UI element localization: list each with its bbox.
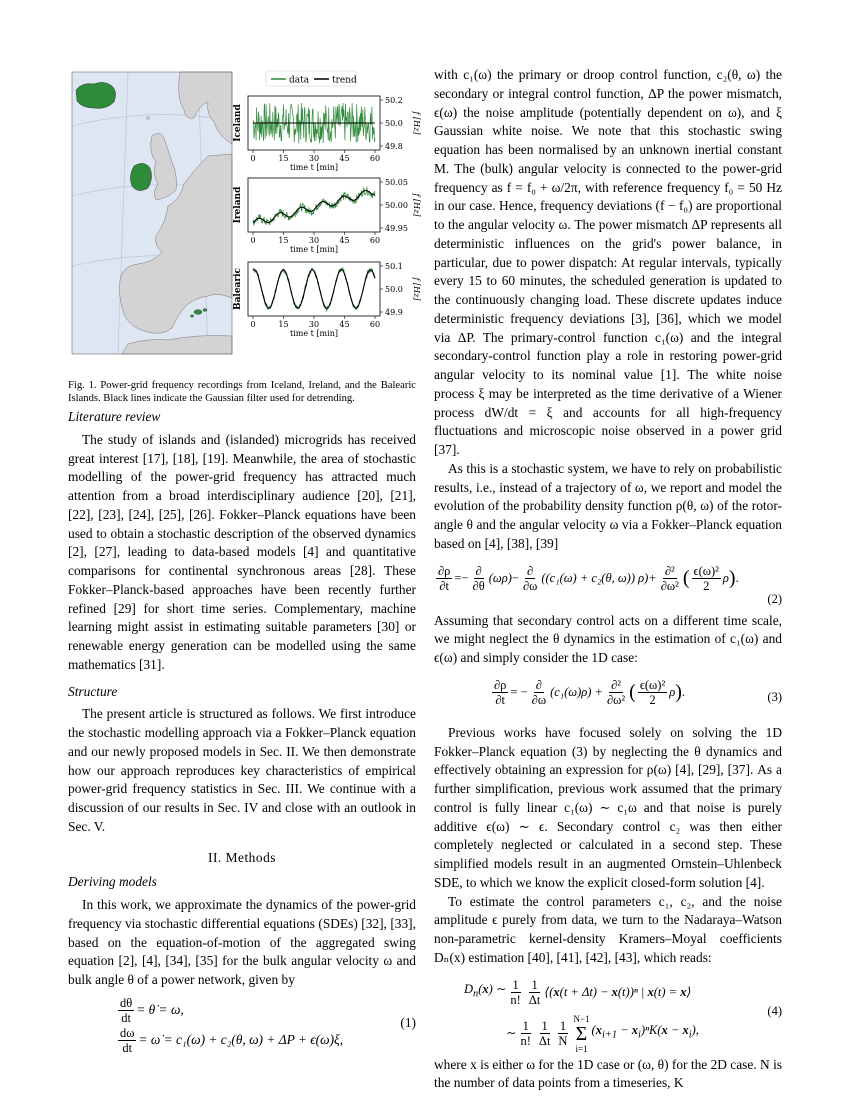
y-tick-label: 49.95 [385,224,408,233]
x-tick-label: 45 [339,236,350,245]
equation-2: $\frac{\partial\rho}{\partial t}$ = − $\frac{\partial}{\partial\theta}$ (ωρ) − $\frac{\partial}{\partial\omega}$ ((c₁(ω) + c₂(θ, ω)) ρ)+ $\frac{\text{∂²}}{\text{∂ω²}}$ ( $\frac{\text{ϵ(ω)²}}{2}$ ρ ) . (2) [434,560,782,610]
panel-frame [248,178,380,232]
legend-data: data [289,75,310,86]
x-tick-label: 0 [250,154,256,163]
y-tick-label: 50.05 [385,178,408,187]
right-paragraph-6: where x is either ω for the 1D case or (ω, θ) for the 2D case. N is the number of data points from a timeseries, K [434,1056,782,1091]
figure-svg [68,66,421,366]
right-paragraph-4: Previous works have focused solely on solving the 1D Fokker–Planck equation (3) by neglecting the θ dynamics and effectively obtaining an expression for ρ(ω) [4], [29], [37]. As a further simplification, previous work assumed that the primary control is fully linear c₁(ω) ∼ c₁ω and that noise is purely additive ϵ(ω) ∼ ϵ. Secondary control c₂ was then either completely neglected or calculated in a second step. These simplified models result in an augmented Ornstein–Uhlenbeck SDE, to which we know the explicit closed-form solution [4]. [434,724,782,890]
y-axis-label: f [Hz] [412,111,421,135]
right-column [434,66,782,1093]
x-tick-label: 45 [339,320,350,329]
right-paragraph-2: As this is a stochastic system, we have to rely on probabilistic results, i.e., instead of a trajectory of ω, we report and model the evolution of the probability density function ρ(θ, ω) of the rotor-angle θ and the angular velocity ω via a Fokker–Planck equation based on [4], [38], [39] [434,460,782,551]
equation-1-number: (1) [400,1014,416,1030]
panel-balearic [233,262,421,338]
equation-2-number: (2) [767,591,782,606]
literature-review-heading: Literature review [68,409,161,424]
right-paragraph-5: To estimate the control parameters c₁, c₂, and the noise amplitude ϵ purely from data, we turn to the Nadaraya–Watson non-parametric kernel-density Kramers–Moyal coefficients Dₙ(x) estimation [40], [41], [42], [43], which reads: [434,893,782,965]
x-axis-label: time t [min] [290,163,338,172]
y-tick-label: 50.1 [385,262,403,271]
x-tick-label: 60 [369,236,381,245]
x-tick-label: 45 [339,154,350,163]
x-tick-label: 0 [250,320,256,329]
equation-3-number: (3) [767,689,782,704]
x-tick-label: 0 [250,236,256,245]
y-axis-label: f [Hz] [412,193,421,217]
y-tick-label: 50.2 [385,96,403,105]
y-tick-label: 49.9 [385,308,403,317]
deriving-models-heading: Deriving models [68,874,157,890]
x-tick-label: 15 [278,320,289,329]
structure-heading: Structure [68,683,118,699]
ireland-landmass [130,163,151,190]
panel-iceland [233,96,421,172]
equation-1: $\frac{d\theta}{dt}$ = θ̇ = ω, $\frac{d\omega}{dt}$ = ω̇ = c₁(ω) + c₂(θ, ω) + ΔP + ϵ(ω)ξ, (1) [120,995,416,1055]
literature-review-paragraph: The study of islands and (islanded) microgrids has received great interest [17], [18], [19]. Meanwhile, the area of stochastic modelling of the power-grid frequency has attracted much attention from a broad interdisciplinary audience [20], [21], [22], [23], [24], [25], [26]. Fokker–Planck equations have been used to obtain a stochastic description of the observed dynamics [2], [27], leading to data-based models [4] and quantitative comparisons for continental synchronous areas [28]. These Fokker–Planck-based approaches have been recently further refined [29] for short time series. Complementary, machine learning might assist in estimating suitable parameters [30] or renewable energy generation can be modelled using the same mathematics [31]. [68,431,416,672]
deriving-models-paragraph: In this work, we approximate the dynamics of the power-grid frequency via stochastic differential equations (SDEs) [32], [33], based on the equation-of-motion of the aggregated swing equation [2], [4], [34], [35] for the bulk angular velocity ω and bulk angle θ of a power network, given by [68,897,416,987]
x-axis-label: time t [min] [290,245,338,254]
panel-ireland [233,178,421,254]
x-tick-label: 30 [308,154,320,163]
right-paragraph-3: Assuming that secondary control acts on a different time scale, we might neglect the θ dynamics in the estimation of c₁(ω) and ϵ(ω) and simply consider the 1D case: [434,612,782,665]
x-tick-label: 15 [278,154,289,163]
equation-4-number: (4) [767,1003,782,1018]
x-axis-label: time t [min] [290,329,338,338]
equation-4: $D_n(x)$ ∼ $\frac{1}{n!}$ $\frac{1}{\Delta t}$ ⟨(x(t + Δt) − x(t))ⁿ | x(t) = x⟩ ∼ $\frac{1}{n!}$ $\frac{1}{\Delta t}$ $\frac{1}{N}$ N−1 Σ i=1 $(x_{i+1} - x_i)^nK(x - x_i)$, (4) [464,977,782,1054]
x-tick-label: 30 [308,236,320,245]
iceland-landmass [76,82,116,108]
left-column [68,408,416,1054]
x-tick-label: 60 [369,154,381,163]
y-axis-label: f [Hz] [412,277,421,301]
equation-1-line-1: = θ̇ = ω, [136,1001,184,1017]
figure-caption: Fig. 1. Power-grid frequency recordings from Iceland, Ireland, and the Balearic Islands. Black lines indicate the Gaussian filter used for detrending. [68,380,416,405]
legend-trend: trend [332,75,357,86]
legend [266,71,357,86]
x-tick-label: 15 [278,236,289,245]
y-tick-label: 50.00 [385,201,408,210]
structure-paragraph: The present article is structured as follows. We first introduce the stochastic modelling approach via a Fokker–Planck equation and our newly proposed models in Sec. II. We then demonstrate how our approach reproduces key characteristics of empirical power-grid frequency statistics in Sec. III. We continue with a discussion of our results in Sec. IV and close with an outlook in Sec. V. [68,706,416,834]
europe-map [72,72,232,354]
right-paragraph-1: with c₁(ω) the primary or droop control function, c₂(θ, ω) the secondary or integral control function, ΔP the power mismatch, ϵ(ω) the noise amplitude (potentially dependent on ω), and ξ Gaussian white noise. We note that this stochastic swing equation has been normalised by an unknown inertial constant M. The (bulk) angular velocity is connected to the power-grid frequency as f = f₀ + ω/2π, with reference frequency f₀ = 50 Hz in our case. Hence, frequency deviations (f − f₀) are proportional to the angular velocity ω. The power mismatch ΔP represents all deterministic influences on the grid's power balance, in particular, due to power dispatch: At regular intervals, typically every 15 to 60 minutes, the scheduled generation is updated to the continuously changing load. These discrete updates induce deterministic frequency deviations [3], [36], which we model via ΔP. The primary-control function c₁(ω) and the integral secondary-control function play a role in restoring power-grid angular velocity to its nominal value [1]. The white noise process ξ may be interpreted as the time derivative of a Wiener process dW/dt = ξ and accounts for all high-frequency fluctuations and microscopic noise observed in a power grid [37]. [434,67,782,457]
figure-1 [68,66,421,405]
panel-region-label: Ireland [233,186,243,224]
panel-region-label: Balearic [233,267,243,311]
y-tick-label: 50.0 [385,285,403,294]
panel-region-label: Iceland [233,104,243,142]
equation-3: $\frac{\partial\rho}{\partial t}$ = − $\frac{\partial}{\partial\omega}$ (c₁(ω)ρ) + $\frac{\text{∂²}}{\text{∂ω²}}$ ( $\frac{\text{ϵ(ω)²}}{2}$ ρ ) . (3) [494,677,782,707]
y-tick-label: 49.8 [385,142,403,151]
x-tick-label: 60 [369,320,381,329]
methods-heading: II. Methods [208,849,276,865]
y-tick-label: 50.0 [385,119,403,128]
x-tick-label: 30 [308,320,320,329]
equation-1-line-2: = ω̇ = c₁(ω) + c₂(θ, ω) + ΔP + ϵ(ω)ξ, [138,1031,344,1047]
